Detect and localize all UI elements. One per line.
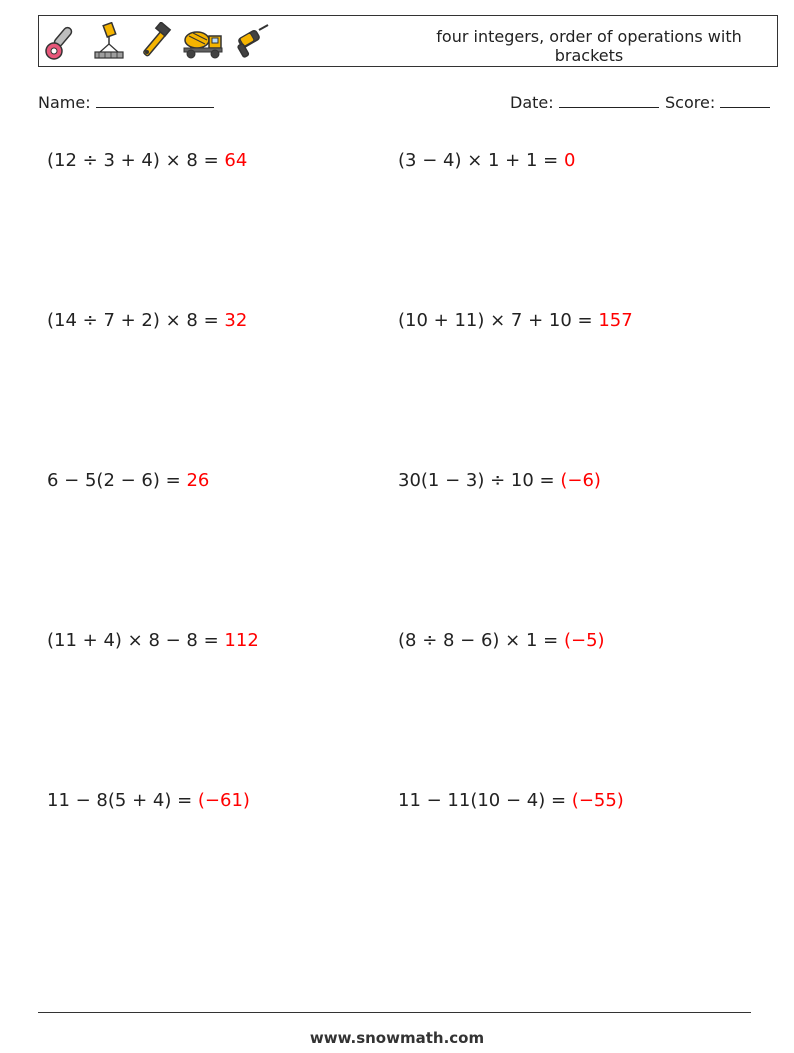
problem-expression: 30(1 − 3) ÷ 10 = [398, 470, 561, 491]
problem-5 [47, 470, 209, 491]
problem-answer: (−5) [563, 630, 605, 651]
problem-expression: (12 ÷ 3 + 4) × 8 = [47, 150, 225, 171]
date-label: Date: [510, 93, 554, 112]
problem-expression: (8 ÷ 8 − 6) × 1 = [398, 630, 564, 651]
score-field [665, 93, 770, 112]
problem-answer: 64 [224, 150, 248, 171]
worksheet-header [38, 15, 778, 67]
name-blank [96, 93, 214, 108]
crane-hook-icon [89, 22, 129, 62]
date-blank [559, 93, 659, 108]
date-field [510, 93, 659, 112]
problem-9 [47, 790, 250, 811]
problem-8 [398, 630, 605, 651]
score-label: Score: [665, 93, 716, 112]
problem-10 [398, 790, 624, 811]
name-label: Name: [38, 93, 91, 112]
problem-3 [47, 310, 247, 331]
problem-7 [47, 630, 259, 651]
problem-expression: 11 − 8(5 + 4) = [47, 790, 198, 811]
problem-answer: (−55) [571, 790, 624, 811]
footer-divider [38, 1012, 751, 1013]
problem-2 [398, 150, 575, 171]
problem-answer: (−61) [197, 790, 250, 811]
name-field [38, 93, 214, 112]
power-drill-icon [231, 22, 271, 62]
problem-answer: 26 [186, 470, 210, 491]
problem-1 [47, 150, 247, 171]
problem-answer: 32 [224, 310, 248, 331]
problem-6 [398, 470, 601, 491]
footer-site-link[interactable]: www.snowmath.com [309, 1029, 485, 1047]
icon-row [43, 22, 271, 62]
problem-expression: (10 + 11) × 7 + 10 = [398, 310, 599, 331]
problem-expression: (11 + 4) × 8 − 8 = [47, 630, 225, 651]
problem-answer: 0 [563, 150, 576, 171]
problem-expression: (3 − 4) × 1 + 1 = [398, 150, 564, 171]
problem-expression: (14 ÷ 7 + 2) × 8 = [47, 310, 225, 331]
chainsaw-icon [43, 22, 83, 62]
pipe-wrench-icon [135, 22, 175, 62]
problem-answer: 112 [224, 630, 259, 651]
problem-4 [398, 310, 633, 331]
problem-expression: 11 − 11(10 − 4) = [398, 790, 572, 811]
score-blank [720, 93, 770, 108]
worksheet-title: four integers, order of operations with brackets [436, 27, 742, 65]
problem-answer: 157 [598, 310, 633, 331]
cement-mixer-truck-icon [181, 22, 225, 62]
problem-answer: (−6) [560, 470, 601, 491]
problem-expression: 6 − 5(2 − 6) = [47, 470, 187, 491]
